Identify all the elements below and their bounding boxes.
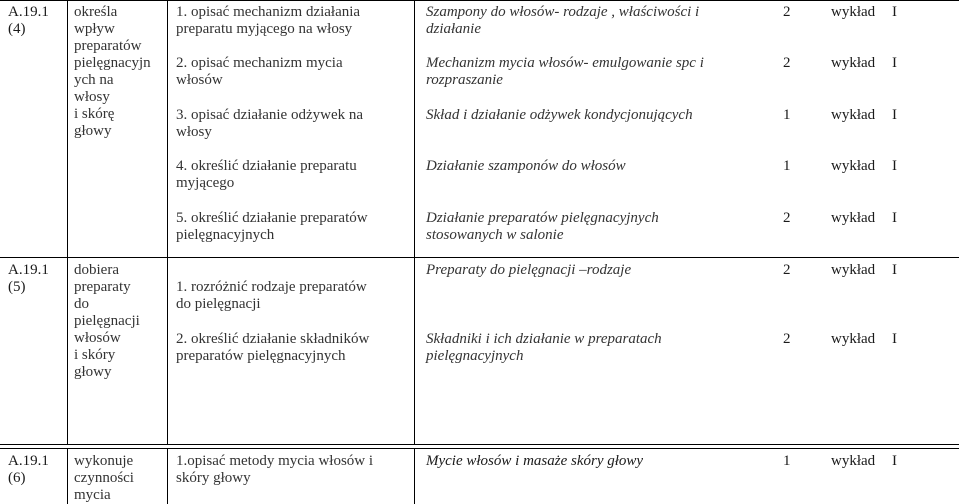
topic-line: Szampony do włosów- rodzaje , właściwości i: [426, 4, 700, 20]
objective-line: 3. opisać działanie odżywek na: [176, 107, 364, 123]
skill-line: włosy: [74, 89, 110, 105]
hours-value: 1: [783, 107, 791, 123]
form-value: wykład: [831, 210, 876, 226]
form-value: wykład: [831, 158, 876, 174]
hours-value: 2: [783, 4, 791, 20]
skill-line: pielęgnacyjn: [74, 55, 151, 71]
topic-line: Mycie włosów i masaże skóry głowy: [426, 453, 644, 469]
objective-line: 2. określić działanie składników: [176, 331, 370, 347]
objective-line: włosów: [176, 72, 223, 88]
class-value: I: [892, 107, 897, 123]
objective-line: preparatów pielęgnacyjnych: [176, 348, 346, 364]
skill-line: wpływ: [74, 21, 115, 37]
class-value: I: [892, 453, 897, 469]
skill-line: włosów: [74, 330, 121, 346]
objective-line: skóry głowy: [176, 470, 251, 486]
skill-line: do: [74, 296, 89, 312]
form-value: wykład: [831, 55, 876, 71]
hours-value: 2: [783, 210, 791, 226]
hours-value: 1: [783, 453, 791, 469]
class-value: I: [892, 262, 897, 278]
objective-line: pielęgnacyjnych: [176, 227, 275, 243]
objective-line: 4. określić działanie preparatu: [176, 158, 357, 174]
topic-line: Skład i działanie odżywek kondycjonujących: [426, 107, 693, 123]
objective-line: 1. rozróżnić rodzaje preparatów: [176, 279, 367, 295]
class-value: I: [892, 158, 897, 174]
skill-line: i skóry: [74, 347, 116, 363]
section-divider-1: [0, 257, 959, 258]
code-line: (6): [8, 470, 26, 486]
code-line: (5): [8, 279, 26, 295]
objective-line: 1. opisać mechanizm działania: [176, 4, 361, 20]
form-value: wykład: [831, 331, 876, 347]
topic-line: pielęgnacyjnych: [426, 348, 524, 364]
code-line: (4): [8, 21, 26, 37]
objective-line: 2. opisać mechanizm mycia: [176, 55, 343, 71]
hours-value: 2: [783, 55, 791, 71]
objective-line: do pielęgnacji: [176, 296, 261, 312]
objective-line: włosy: [176, 124, 212, 140]
form-value: wykład: [831, 453, 876, 469]
section-divider-2b: [0, 448, 959, 449]
hours-value: 1: [783, 158, 791, 174]
table-border-top: [0, 0, 959, 1]
topic-line: stosowanych w salonie: [426, 227, 564, 243]
skill-line: preparatów: [74, 38, 142, 54]
skill-line: preparaty: [74, 279, 131, 295]
skill-line: głowy: [74, 364, 112, 380]
class-value: I: [892, 210, 897, 226]
column-divider-2b: [167, 448, 168, 504]
topic-line: Mechanizm mycia włosów- emulgowanie spc i: [426, 55, 704, 71]
skill-line: głowy: [74, 123, 112, 139]
form-value: wykład: [831, 262, 876, 278]
code-line: A.19.1: [8, 4, 49, 20]
objective-line: preparatu myjącego na włosy: [176, 21, 353, 37]
code-line: A.19.1: [8, 262, 49, 278]
topic-line: Składniki i ich działanie w preparatach: [426, 331, 662, 347]
skill-line: dobiera: [74, 262, 119, 278]
topic-line: Działanie szamponów do włosów: [426, 158, 626, 174]
class-value: I: [892, 4, 897, 20]
skill-line: ych na: [74, 72, 114, 88]
topic-line: Preparaty do pielęgnacji –rodzaje: [426, 262, 632, 278]
form-value: wykład: [831, 4, 876, 20]
objective-line: 1.opisać metody mycia włosów i: [176, 453, 374, 469]
form-value: wykład: [831, 107, 876, 123]
skill-line: określa: [74, 4, 118, 20]
topic-line: działanie: [426, 21, 481, 37]
column-divider-1b: [67, 448, 68, 504]
skill-line: mycia: [74, 487, 111, 503]
class-value: I: [892, 331, 897, 347]
skill-line: pielęgnacji: [74, 313, 140, 329]
column-divider-2: [167, 0, 168, 444]
skill-line: czynności: [74, 470, 134, 486]
objective-line: myjącego: [176, 175, 235, 191]
column-divider-3: [414, 0, 415, 444]
hours-value: 2: [783, 262, 791, 278]
class-value: I: [892, 55, 897, 71]
objective-line: 5. określić działanie preparatów: [176, 210, 368, 226]
column-divider-3b: [414, 448, 415, 504]
column-divider-1: [67, 0, 68, 444]
hours-value: 2: [783, 331, 791, 347]
skill-line: wykonuje: [74, 453, 134, 469]
topic-line: Działanie preparatów pielęgnacyjnych: [426, 210, 659, 226]
skill-line: i skórę: [74, 106, 115, 122]
code-line: A.19.1: [8, 453, 49, 469]
section-divider-2: [0, 444, 959, 445]
topic-line: rozpraszanie: [426, 72, 503, 88]
